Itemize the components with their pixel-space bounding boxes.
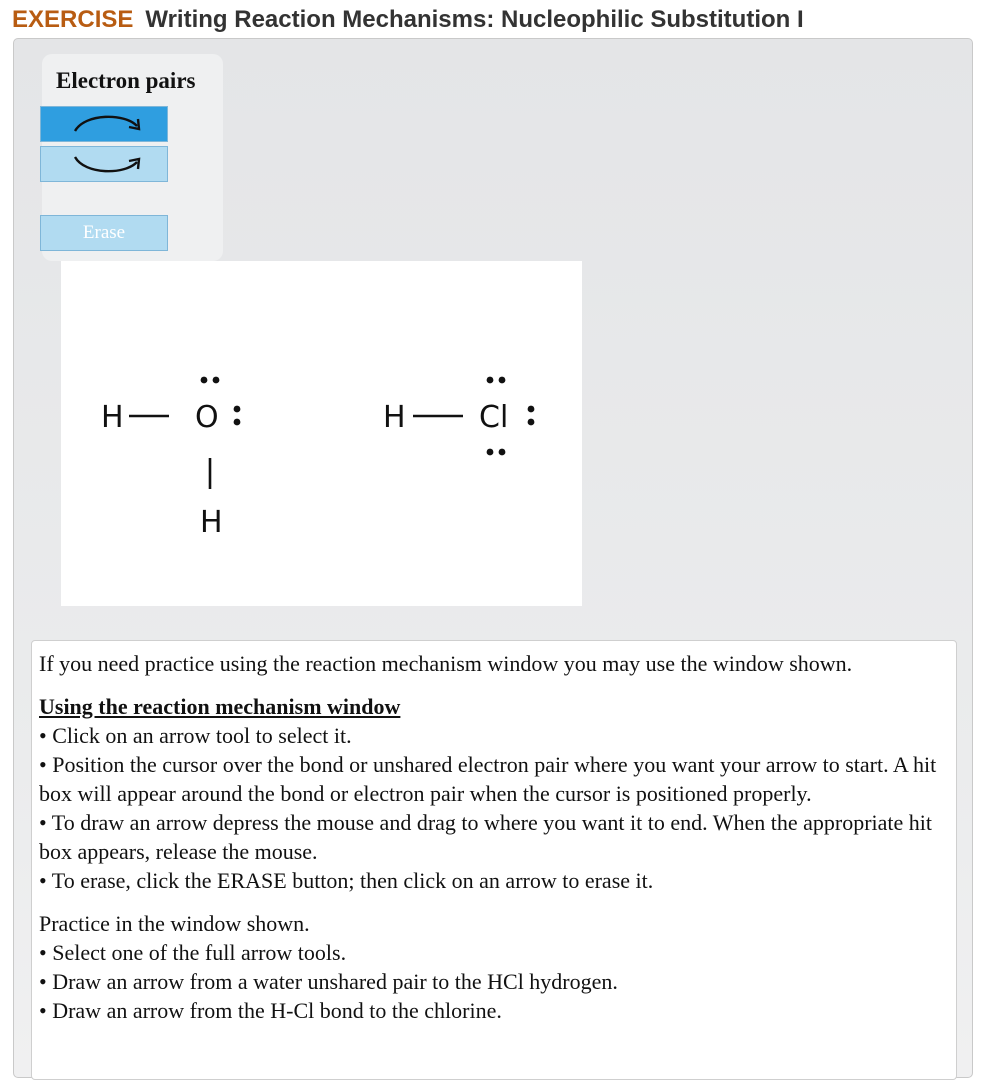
practice-step: • Select one of the full arrow tools. [39, 940, 347, 965]
water-hydrogen-bottom[interactable]: H [200, 505, 223, 540]
exercise-header [0, 0, 988, 38]
erase-button[interactable]: Erase [40, 215, 168, 251]
molecule-drawing [61, 261, 582, 606]
instruction-item: • Position the cursor over the bond or unshared electron pair where you want your arrow to start. A hit box will appear around the bond or electron pair when the cursor is positioned properly. [39, 752, 937, 806]
hcl-hydrogen[interactable]: H [383, 400, 406, 435]
exercise-title: Writing Reaction Mechanisms: Nucleophilic Substitution I [145, 6, 804, 33]
curved-arrow-clockwise-icon [41, 107, 169, 141]
hcl-lone-pair-top[interactable] [487, 377, 494, 384]
water-molecule [101, 377, 240, 540]
hcl-molecule [383, 377, 534, 456]
water-lone-pair-top[interactable] [201, 377, 208, 384]
toolbox-heading: Electron pairs [56, 68, 196, 93]
full-arrow-counterclockwise-button[interactable] [40, 146, 168, 182]
drawing-canvas[interactable] [61, 261, 582, 606]
practice-title: Practice in the window shown. [39, 911, 310, 936]
exercise-tag: EXERCISE [12, 6, 134, 33]
practice-step: • Draw an arrow from the H-Cl bond to the chlorine. [39, 998, 502, 1023]
hcl-chlorine[interactable]: Cl [479, 400, 509, 435]
hcl-lone-pair-right[interactable] [528, 406, 535, 413]
water-hydrogen-left[interactable]: H [101, 400, 124, 435]
instruction-item: • To erase, click the ERASE button; then click on an arrow to erase it. [39, 868, 654, 893]
practice-step: • Draw an arrow from a water unshared pair to the HCl hydrogen. [39, 969, 618, 994]
instructions-panel [31, 640, 957, 1080]
curved-arrow-counterclockwise-icon [41, 147, 169, 181]
intro-text: If you need practice using the reaction mechanism window you may use the window shown. [39, 651, 853, 676]
instruction-item: • Click on an arrow tool to select it. [39, 723, 352, 748]
instruction-item: • To draw an arrow depress the mouse and drag to where you want it to end. When the appropriate hit box appears, release the mouse. [39, 810, 933, 864]
hcl-lone-pair-bottom[interactable] [487, 449, 494, 456]
water-lone-pair-right[interactable] [234, 406, 241, 413]
instructions-title: Using the reaction mechanism window [39, 694, 401, 719]
full-arrow-clockwise-button[interactable] [40, 106, 168, 142]
water-oxygen[interactable]: O [195, 400, 219, 435]
